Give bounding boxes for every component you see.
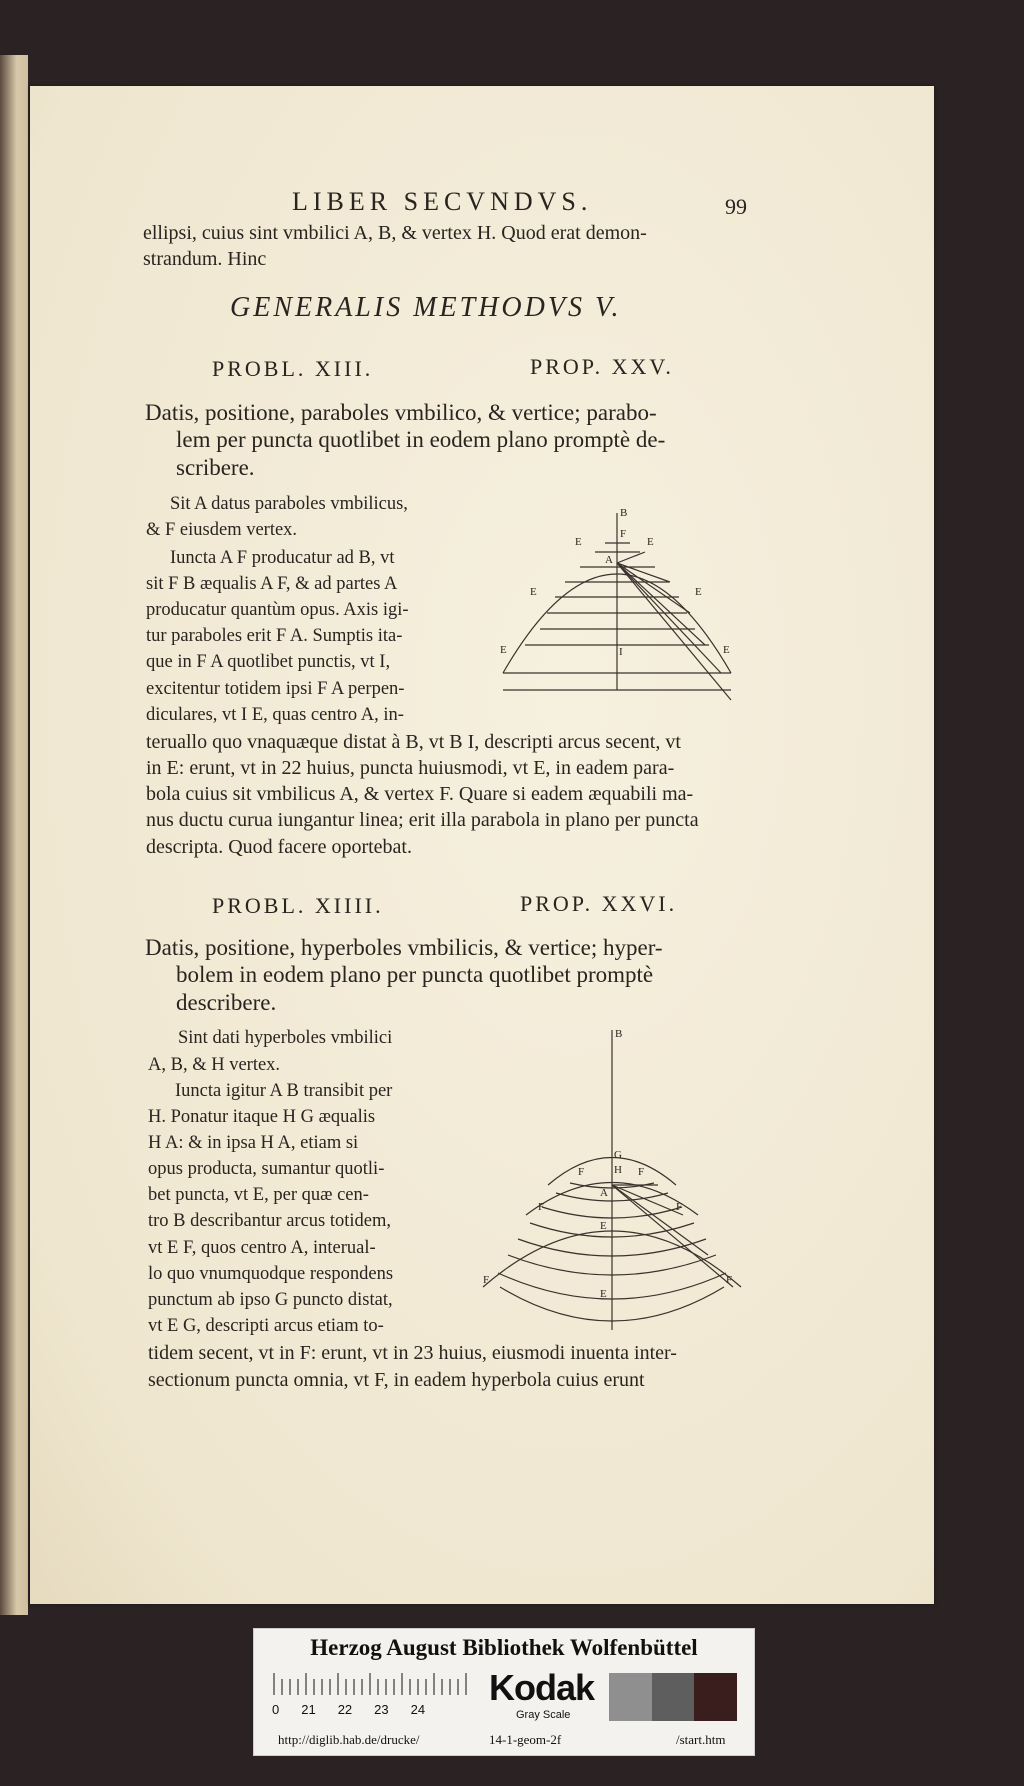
ruler-numbers (272, 1702, 452, 1717)
ruler-number: 24 (410, 1702, 426, 1717)
xiiii-narrow-line-2: A, B, & H vertex. (148, 1055, 281, 1075)
ruler-number: 0 (272, 1702, 280, 1717)
label-f2: F (638, 1166, 645, 1178)
gray-swatches (609, 1673, 737, 1721)
xiiii-narrow-line-4: H. Ponatur itaque H G æqualis (148, 1107, 376, 1127)
label-a: A (600, 1187, 608, 1199)
label-f: F (620, 528, 627, 540)
gray-scale-label: Gray Scale (516, 1709, 571, 1721)
label-f3: F (538, 1201, 545, 1213)
label-e1: E (575, 536, 582, 548)
statement-xiii-line-2: lem per puncta quotlibet in eodem plano promptè de- (176, 427, 666, 452)
xiii-narrow-line-5: producatur quantùm opus. Axis igi- (146, 600, 409, 620)
xiiii-narrow-line-5: H A: & in ipsa H A, etiam si (148, 1133, 359, 1153)
label-f4: F (676, 1201, 683, 1213)
ruler-scale (272, 1671, 472, 1703)
label-e1: E (600, 1220, 607, 1232)
problem-xiii-label: PROBL. XIII. (212, 356, 374, 381)
statement-xiiii-line-1: Datis, positione, hyperboles vmbilicis, & vertice; hyper- (145, 935, 663, 960)
label-b: B (615, 1028, 623, 1040)
label-f6: F (726, 1274, 733, 1286)
url-right: /start.htm (676, 1732, 726, 1747)
label-i: I (619, 646, 623, 658)
swatch (694, 1673, 737, 1721)
xiii-narrow-line-9: diculares, vt I E, quas centro A, in- (146, 705, 404, 725)
swatch (609, 1673, 652, 1721)
xiii-full-line-4: nus ductu curua iungantur linea; erit illa parabola in plano per puncta (146, 809, 699, 831)
label-g: G (614, 1149, 622, 1161)
statement-xiiii-line-3: describere. (176, 990, 277, 1015)
label-e2: E (647, 536, 654, 548)
xiii-narrow-line-4: sit F B æqualis A F, & ad partes A (146, 574, 398, 594)
xiii-narrow-line-6: tur paraboles erit F A. Sumptis ita- (146, 626, 403, 646)
xiiii-full-line-2: sectionum puncta omnia, vt F, in eadem hyperbola cuius erunt (148, 1369, 645, 1391)
kodak-logo: Kodak (489, 1667, 595, 1708)
label-e2: E (600, 1288, 607, 1300)
ruler-number: 21 (301, 1702, 316, 1717)
label-b: B (620, 507, 628, 519)
xiiii-narrow-line-10: lo quo vnumquodque respondens (148, 1264, 394, 1284)
ruler-number: 23 (374, 1702, 389, 1717)
label-a: A (605, 554, 613, 566)
statement-xiii-line-3: scribere. (176, 455, 255, 480)
xiii-narrow-line-3: Iuncta A F producatur ad B, vt (170, 548, 395, 568)
ruler-number: 22 (337, 1702, 353, 1717)
xiii-full-line-3: bola cuius sit vmbilicus A, & vertex F. Quare si eadem æquabili ma- (146, 783, 694, 805)
label-e5: E (500, 644, 507, 656)
xiiii-narrow-line-6: opus producta, sumantur quotli- (148, 1159, 385, 1179)
url-mid: 14-1-geom-2f (489, 1732, 562, 1747)
xiiii-narrow-line-12: vt E G, descripti arcus etiam to- (148, 1316, 384, 1336)
label-e6: E (723, 644, 730, 656)
intro-line-1: ellipsi, cuius sint vmbilici A, B, & vertex H. Quod erat demon- (143, 222, 647, 244)
label-e3: E (530, 586, 537, 598)
adjacent-page-edge (0, 55, 28, 1615)
section-title: GENERALIS METHODVS V. (230, 292, 622, 323)
label-f5: F (483, 1274, 490, 1286)
statement-xiiii-line-2: bolem in eodem plano per puncta quotlibet promptè (176, 962, 654, 987)
prop-xxv-label: PROP. XXV. (530, 354, 674, 379)
url-left: http://diglib.hab.de/drucke/ (278, 1732, 420, 1747)
prop-xxvi-label: PROP. XXVI. (520, 891, 678, 916)
problem-xiiii-label: PROBL. XIIII. (212, 893, 384, 918)
xiiii-narrow-line-7: bet puncta, vt E, per quæ cen- (148, 1185, 369, 1205)
statement-xiii-line-1: Datis, positione, paraboles vmbilico, & vertice; parabo- (145, 400, 657, 425)
xiii-full-line-5: descripta. Quod facere oportebat. (146, 836, 412, 858)
running-head: LIBER SECVNDVS. (292, 187, 593, 216)
xiiii-narrow-line-11: punctum ab ipso G puncto distat, (148, 1290, 393, 1310)
label-e4: E (695, 586, 702, 598)
xiiii-narrow-line-8: tro B describantur arcus totidem, (148, 1211, 392, 1231)
page-number: 99 (725, 194, 747, 219)
xiii-full-line-2: in E: erunt, vt in 22 huius, puncta huiusmodi, vt E, in eadem para- (146, 757, 675, 779)
label-h: H (614, 1164, 622, 1176)
xiiii-full-line-1: tidem secent, vt in F: erunt, vt in 23 huius, eiusmodi inuenta inter- (148, 1342, 677, 1364)
intro-line-2: strandum. Hinc (143, 248, 267, 270)
hyperbola-figure (478, 1025, 748, 1335)
xiiii-narrow-line-1: Sint dati hyperboles vmbilici (178, 1028, 393, 1048)
library-name: Herzog August Bibliothek Wolfenbüttel (310, 1635, 698, 1660)
xiii-narrow-line-2: & F eiusdem vertex. (146, 520, 298, 540)
xiii-narrow-line-1: Sit A datus paraboles vmbilicus, (170, 494, 408, 514)
xiii-narrow-line-8: excitentur totidem ipsi F A perpen- (146, 679, 405, 699)
calibration-card (253, 1628, 755, 1756)
label-f1: F (578, 1166, 585, 1178)
swatch (652, 1673, 695, 1721)
xiiii-narrow-line-3: Iuncta igitur A B transibit per (175, 1081, 393, 1101)
parabola-figure (495, 505, 755, 705)
xiiii-narrow-line-9: vt E F, quos centro A, interual- (148, 1238, 376, 1258)
xiii-full-line-1: teruallo quo vnaquæque distat à B, vt B I, descripti arcus secent, vt (146, 731, 681, 753)
xiii-narrow-line-7: que in F A quotlibet punctis, vt I, (146, 652, 391, 672)
